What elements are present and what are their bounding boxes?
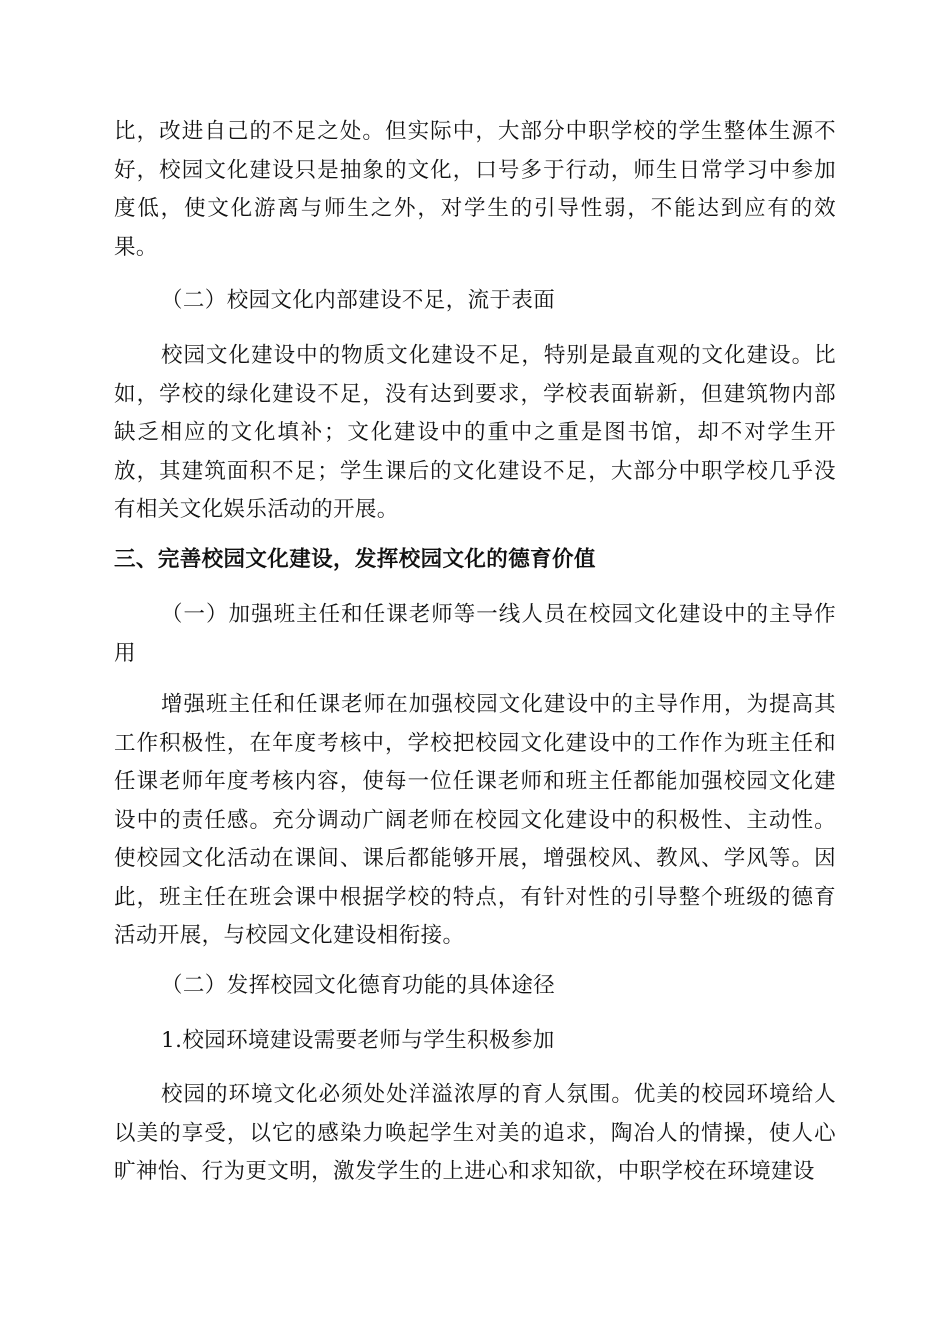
subheading-specific-approaches: （二）发挥校园文化德育功能的具体途径 (161, 973, 556, 998)
paragraph-material-culture: 校园文化建设中的物质文化建设不足，特别是最直观的文化建设。比如，学校的绿化建设不足，没有达到要求，学校表面崭新，但建筑物内部缺乏相应的文化填补；文化建设中的重中之重是图书馆，却不对学生开放，其建筑面积不足；学生课后的文化建设不足，大部分中职学校几乎没有相关文化娱乐活动的开展。 (114, 343, 836, 522)
paragraph-teacher-role: 增强班主任和任课老师在加强校园文化建设中的主导作用，为提高其工作积极性，在年度考核中，学校把校园文化建设中的工作作为班主任和任课老师年度考核内容，使每一位任课老师和班主任都能加强校园文化建设中的责任感。充分调动广阔老师在校园文化建设中的积极性、主动性。使校园文化活动在课间、课后都能够开展，增强校风、教风、学风等。因此，班主任在班会课中根据学校的特点，有针对性的引导整个班级的德育活动开展，与校园文化建设相衔接。 (114, 692, 836, 948)
paragraph-environment-culture: 校园的环境文化必须处处洋溢浓厚的育人氛围。优美的校园环境给人以美的享受，以它的感染力唤起学生对美的追求，陶冶人的情操，使人心旷神怡、行为更文明，激发学生的上进心和求知欲，中职学校在环境建设 (114, 1082, 836, 1184)
paragraph-continuation: 比，改进自己的不足之处。但实际中，大部分中职学校的学生整体生源不好，校园文化建设只是抽象的文化，口号多于行动，师生日常学习中参加度低，使文化游离与师生之外，对学生的引导性弱，不能达到应有的效果。 (114, 119, 836, 260)
subheading-teacher-leading-role: （一）加强班主任和任课老师等一线人员在校园文化建设中的主导作用 (114, 602, 836, 666)
section-heading-three: 三、完善校园文化建设，发挥校园文化的德育价值 (114, 547, 596, 572)
subheading-insufficient-internal-construction: （二）校园文化内部建设不足，流于表面 (161, 288, 556, 313)
list-item-environment: 1.校园环境建设需要老师与学生积极参加 (161, 1028, 555, 1053)
